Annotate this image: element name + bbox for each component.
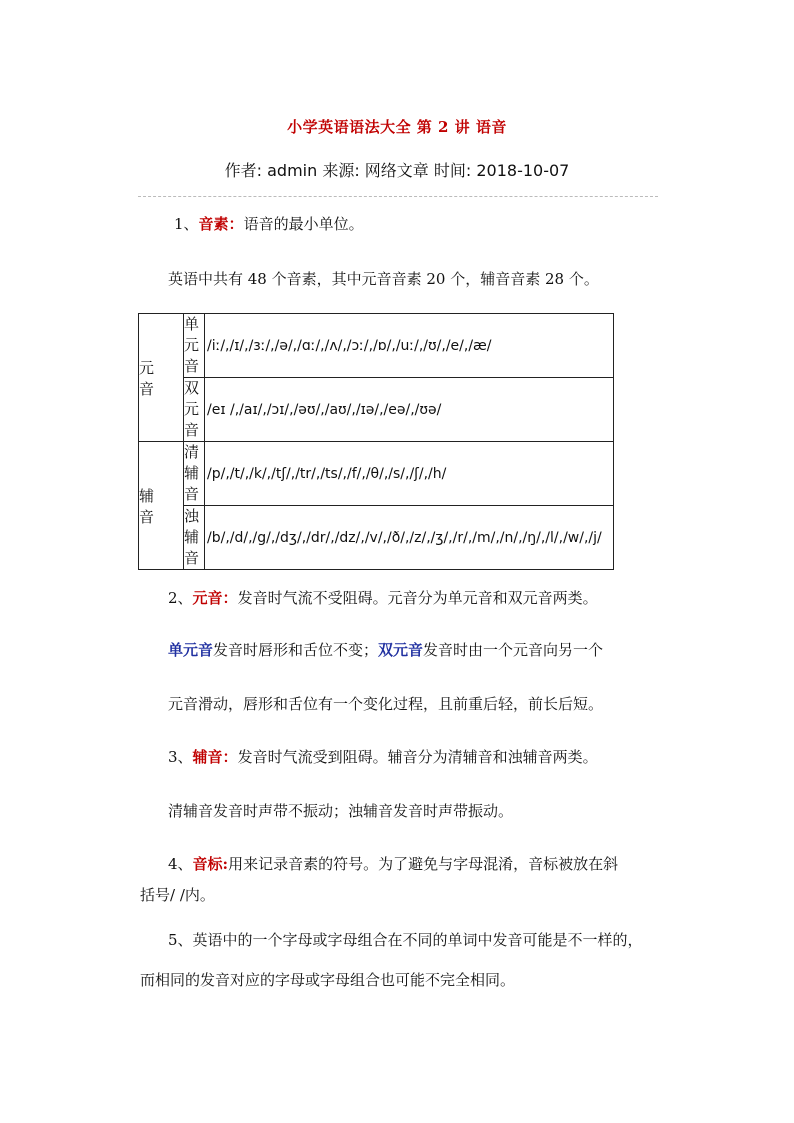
- sub-category-cell: 浊辅音: [184, 506, 205, 570]
- section-2-detail-line2: 元音滑动，唇形和舌位有一个变化过程，且前重后轻，前长后短。: [168, 695, 604, 713]
- phoneme-table: [138, 313, 614, 570]
- sub-category-cell: 清辅音: [184, 442, 205, 506]
- table-row: [139, 442, 614, 506]
- vowel-group-cell: [139, 314, 184, 442]
- divider: [138, 196, 658, 197]
- section-4-text: 用来记录音素的符号。为了避免与字母混淆，音标被放在斜: [228, 855, 619, 873]
- monophthong-text: 发音时唇形和舌位不变；: [213, 641, 379, 659]
- consonant-group-label: 辅 音: [139, 486, 169, 526]
- sub-category-cell: 双元音: [184, 378, 205, 442]
- phoneme-values-cell: /eɪ /,/aɪ/,/ɔɪ/,/əʊ/,/aʊ/,/ɪə/,/eə/,/ʊə/: [205, 378, 614, 442]
- phoneme-values-cell: /iː/,/ɪ/,/ɜː/,/ə/,/ɑː/,/ʌ/,/ɔː/,/ɒ/,/uː/,/ʊ/,/e/,/æ/: [205, 314, 614, 378]
- monophthong-term: 单元音: [168, 641, 214, 659]
- page-title: 小学英语语法大全 第 2 讲 语音: [287, 118, 507, 136]
- section-2: [168, 588, 598, 608]
- section-1-number: 1、: [174, 215, 199, 233]
- section-3-text: 发音时气流受到阻碍。辅音分为清辅音和浊辅音两类。: [237, 748, 598, 766]
- consonant-group-cell: [139, 442, 184, 570]
- section-1: [174, 214, 364, 234]
- section-4-number: 4、: [168, 855, 193, 873]
- section-2-term: 元音：: [192, 589, 238, 607]
- section-4-term: 音标:: [192, 855, 229, 873]
- section-1-detail: 英语中共有 48 个音素，其中元音音素 20 个，辅音音素 28 个。: [168, 270, 599, 288]
- section-1-term: 音素：: [198, 215, 244, 233]
- section-2-text: 发音时气流不受阻碍。元音分为单元音和双元音两类。: [237, 589, 598, 607]
- section-5-line2: 而相同的发音对应的字母或字母组合也可能不完全相同。: [140, 971, 516, 989]
- section-4: [168, 854, 618, 874]
- table-row: [139, 506, 614, 570]
- table-row: [139, 314, 614, 378]
- section-1-text: 语音的最小单位。: [243, 215, 364, 233]
- section-5-line1: 5、英语中的一个字母或字母组合在不同的单词中发音可能是不一样的，: [168, 931, 643, 949]
- section-4-line2: 括号/ /内。: [140, 886, 215, 904]
- diphthong-term: 双元音: [378, 641, 424, 659]
- phoneme-values-cell: /b/,/d/,/g/,/dʒ/,/dr/,/dz/,/v/,/ð/,/z/,/ʒ/,/r/,/m/,/n/,/ŋ/,/l/,/w/,/j/: [205, 506, 614, 570]
- section-2-detail: [168, 640, 603, 660]
- vowel-group-label: 元 音: [139, 358, 169, 398]
- phoneme-values-cell: /p/,/t/,/k/,/tʃ/,/tr/,/ts/,/f/,/θ/,/s/,/ʃ/,/h/: [205, 442, 614, 506]
- section-3-detail: 清辅音发音时声带不振动；浊辅音发音时声带振动。: [168, 802, 514, 820]
- diphthong-text: 发音时由一个元音向另一个: [423, 641, 604, 659]
- table-row: [139, 378, 614, 442]
- section-2-number: 2、: [168, 589, 193, 607]
- section-3: [168, 747, 598, 767]
- sub-category-cell: 单元音: [184, 314, 205, 378]
- section-3-term: 辅音：: [192, 748, 238, 766]
- article-meta: 作者: admin 来源: 网络文章 时间: 2018-10-07: [224, 161, 570, 180]
- section-3-number: 3、: [168, 748, 193, 766]
